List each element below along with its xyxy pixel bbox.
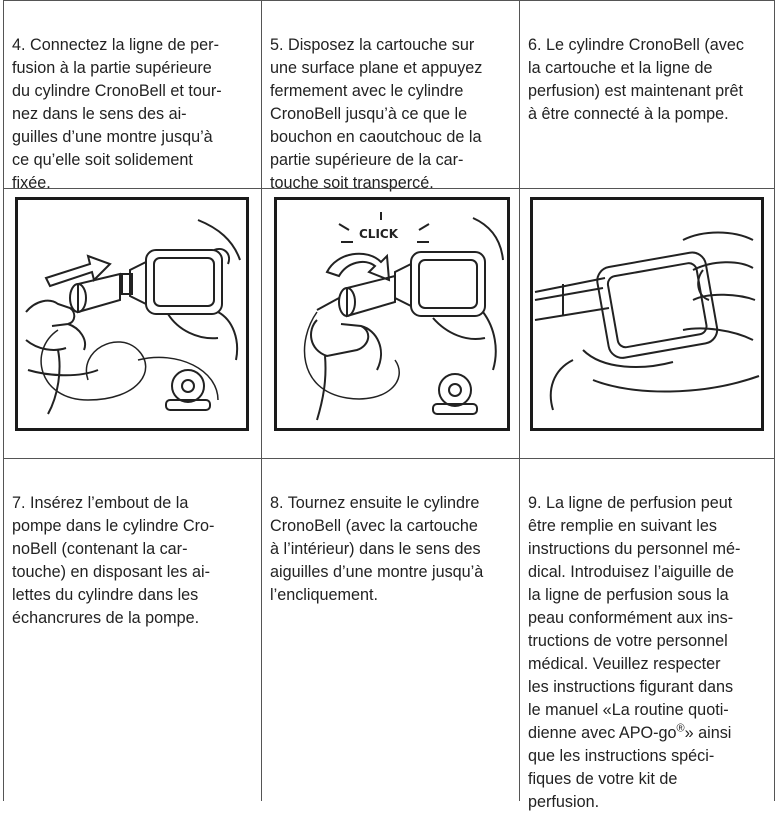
step-8-text: 8. Tournez ensuite le cylindre CronoBell (avec la cartouche à l’intérieur) dans le sens des aiguilles d’une montre jusqu’à l’encliquement. <box>270 494 484 604</box>
click-label: CLICK <box>359 227 399 241</box>
registered-mark: ® <box>676 722 685 735</box>
step-9-text-part-1: 9. La ligne de perfusion peut être remplie en suivant les instructions du personnel mé- dical. Introduisez l’aiguille de la ligne de perfusion sous la peau conformément aux ins- tructions de votre personnel médical. Veuillez respecter les instructions figurant dans le manuel «La routine quoti- dienne avec APO-go <box>528 494 741 742</box>
step-6-cell <box>519 0 775 188</box>
step-4-illustration <box>15 197 249 431</box>
step-7-cell <box>3 458 261 801</box>
step-6-text: 6. Le cylindre CronoBell (avec la cartouche et la ligne de perfusion) est maintenant prêt à être connecté à la pompe. <box>528 36 744 123</box>
step-9-text-part-2: » ainsi que les instructions spéci- fiques de votre kit de perfusion. <box>528 724 732 811</box>
step-9-cell <box>519 458 775 811</box>
step-6-illustration <box>530 197 764 431</box>
step-5-text: 5. Disposez la cartouche sur une surface plane et appuyez fermement avec le cylindre CronoBell jusqu’à ce que le bouchon en caoutchouc de la partie supérieure de la car- touche soit transpercé. <box>270 36 483 192</box>
step-5-illustration <box>274 197 510 431</box>
step-4-cell <box>3 0 261 192</box>
step-4-illustration-cell <box>3 188 261 458</box>
instruction-table <box>3 0 775 811</box>
step-8-cell <box>261 458 519 801</box>
step-5-cell <box>261 0 519 192</box>
step-4-text: 4. Connectez la ligne de per- fusion à la partie supérieure du cylindre CronoBell et tour- nez dans le sens des ai- guilles d’une montre jusqu’à ce qu’elle soit solidement fixée. <box>12 36 222 192</box>
step-5-illustration-cell <box>261 188 519 458</box>
step-7-text: 7. Insérez l’embout de la pompe dans le cylindre Cro- noBell (contenant la car- touche) en disposant les ai- lettes du cylindre dans les échancrures de la pompe. <box>12 494 215 627</box>
step-6-illustration-cell <box>519 188 775 458</box>
step-9-text <box>528 494 740 811</box>
